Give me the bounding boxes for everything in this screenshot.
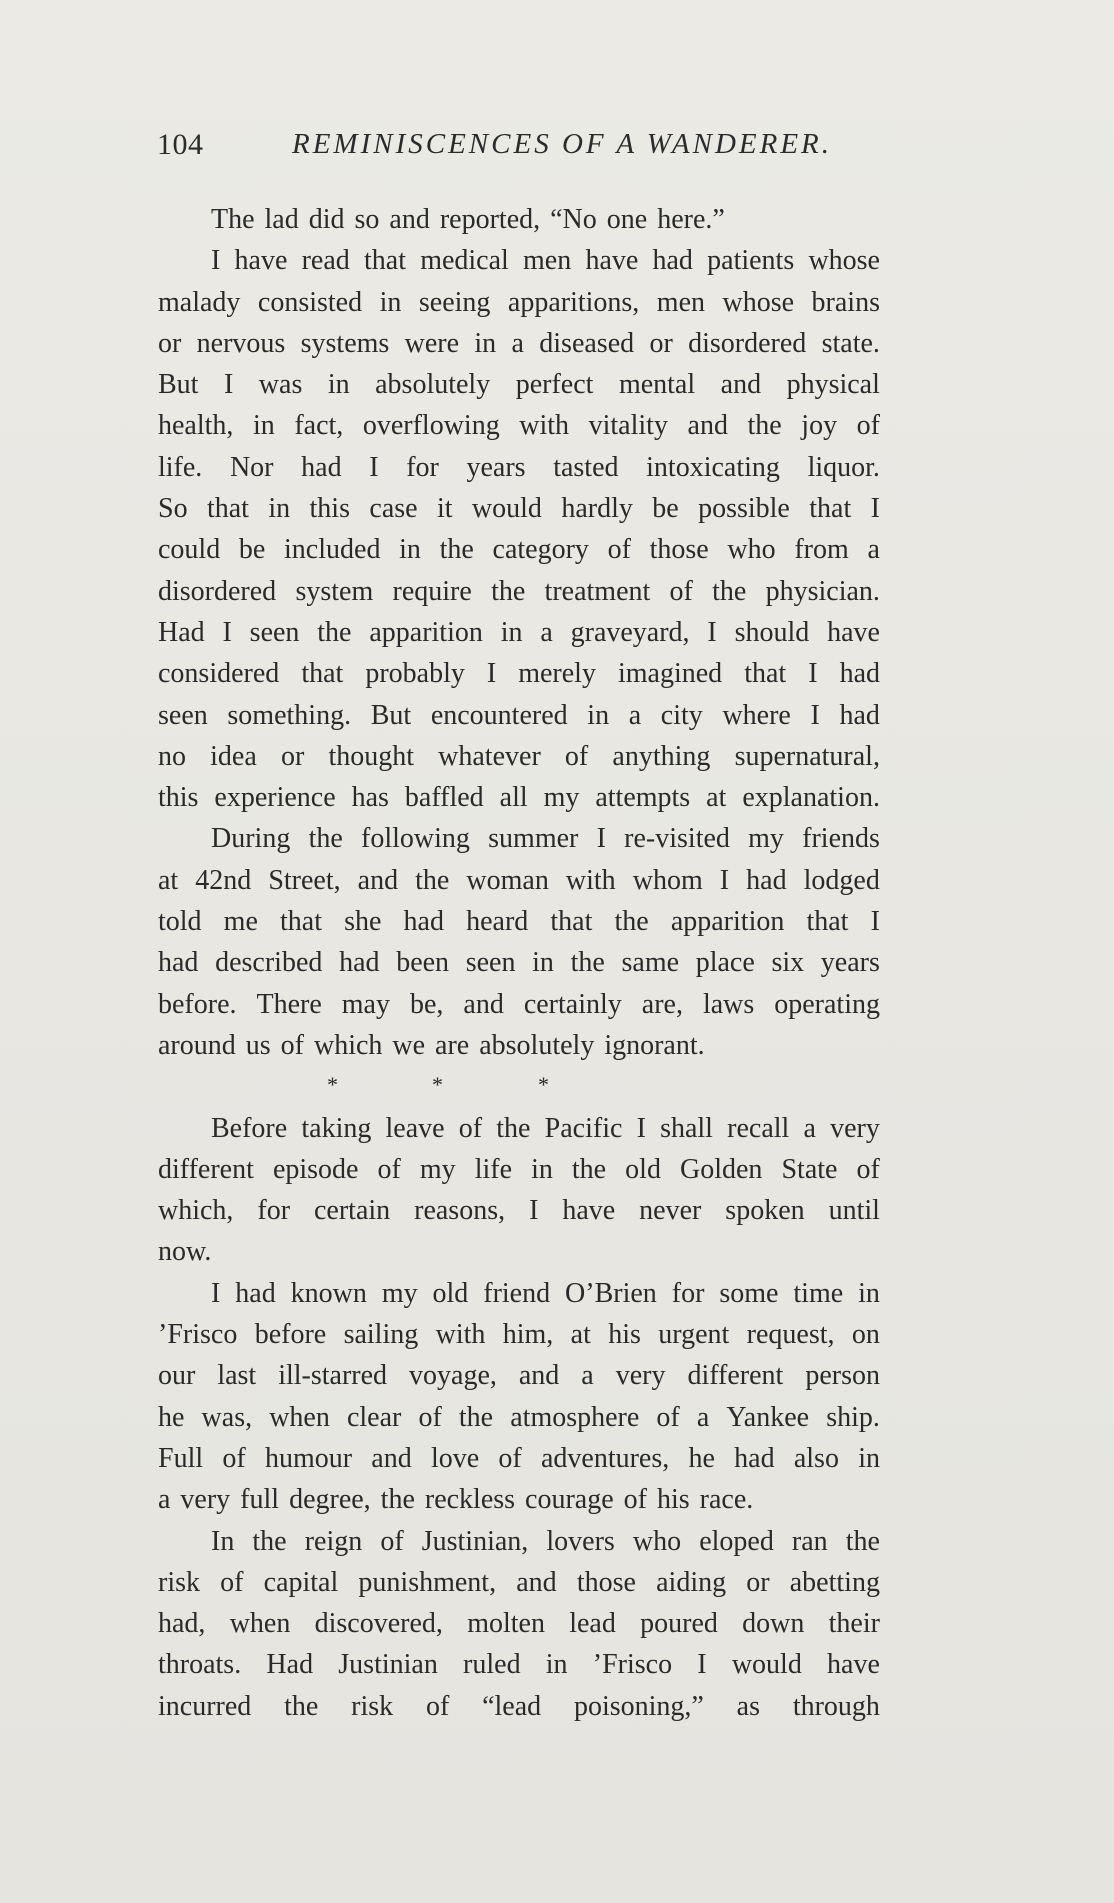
text-line: which, for certain reasons, I have never spoken until <box>158 1195 880 1227</box>
text-line: Before taking leave of the Pacific I shall recall a very <box>211 1112 880 1144</box>
text-line: had described had been seen in the same place six years <box>158 947 880 979</box>
text-line: I had known my old friend O’Brien for some time in <box>211 1277 880 1309</box>
text-line: Full of humour and love of adventures, he had also in <box>158 1442 880 1474</box>
text-line: seen something. But encountered in a city where I had <box>158 699 880 731</box>
text-line: our last ill-starred voyage, and a very different person <box>158 1360 880 1392</box>
text-line: before. There may be, and certainly are, laws operating <box>158 988 880 1020</box>
text-line: he was, when clear of the atmosphere of a Yankee ship. <box>158 1401 880 1433</box>
text-line: around us of which we are absolutely ignorant. <box>158 1029 705 1061</box>
section-break <box>158 1066 1068 1107</box>
text-line: considered that probably I merely imagined that I had <box>158 658 880 690</box>
text-line: a very full degree, the reckless courage of his race. <box>158 1484 754 1516</box>
text-line: health, in fact, overflowing with vitality and the joy of <box>158 410 880 442</box>
running-title: REMINISCENCES OF A WANDERER. <box>292 128 833 160</box>
asterisk: * <box>432 1072 443 1098</box>
page-header <box>157 128 947 168</box>
text-line: different episode of my life in the old Golden State of <box>158 1153 880 1185</box>
text-line: Had I seen the apparition in a graveyard, I should have <box>158 616 880 648</box>
text-line: told me that she had heard that the apparition that I <box>158 906 880 938</box>
text-line: I have read that medical men have had patients whose <box>211 245 880 277</box>
text-line: or nervous systems were in a diseased or disordered state. <box>158 327 880 359</box>
text-line: life. Nor had I for years tasted intoxicating liquor. <box>158 451 880 483</box>
text-line: During the following summer I re-visited my friends <box>211 823 880 855</box>
text-line: this experience has baffled all my attempts at explanation. <box>158 782 880 814</box>
text-line: could be included in the category of those who from a <box>158 534 880 566</box>
text-line: had, when discovered, molten lead poured down their <box>158 1608 880 1640</box>
text-line: no idea or thought whatever of anything supernatural, <box>158 740 880 772</box>
text-line: now. <box>158 1236 212 1268</box>
asterisk: * <box>327 1072 338 1098</box>
text-line: malady consisted in seeing apparitions, men whose brains <box>158 286 880 318</box>
asterisk: * <box>538 1072 549 1098</box>
text-line: ’Frisco before sailing with him, at his urgent request, on <box>158 1319 880 1351</box>
text-line: So that in this case it would hardly be possible that I <box>158 493 880 525</box>
body-text <box>158 199 1068 1727</box>
text-line: risk of capital punishment, and those aiding or abetting <box>158 1566 880 1598</box>
text-line: The lad did so and reported, “No one here.” <box>211 204 725 235</box>
text-line: throats. Had Justinian ruled in ’Frisco I would have <box>158 1649 880 1681</box>
text-line: disordered system require the treatment of the physician. <box>158 575 880 607</box>
page-number: 104 <box>157 128 204 161</box>
text-line: But I was in absolutely perfect mental and physical <box>158 369 880 401</box>
text-line: at 42nd Street, and the woman with whom I had lodged <box>158 864 880 896</box>
text-line: In the reign of Justinian, lovers who eloped ran the <box>211 1525 880 1557</box>
text-line: incurred the risk of “lead poisoning,” as through <box>158 1690 880 1722</box>
